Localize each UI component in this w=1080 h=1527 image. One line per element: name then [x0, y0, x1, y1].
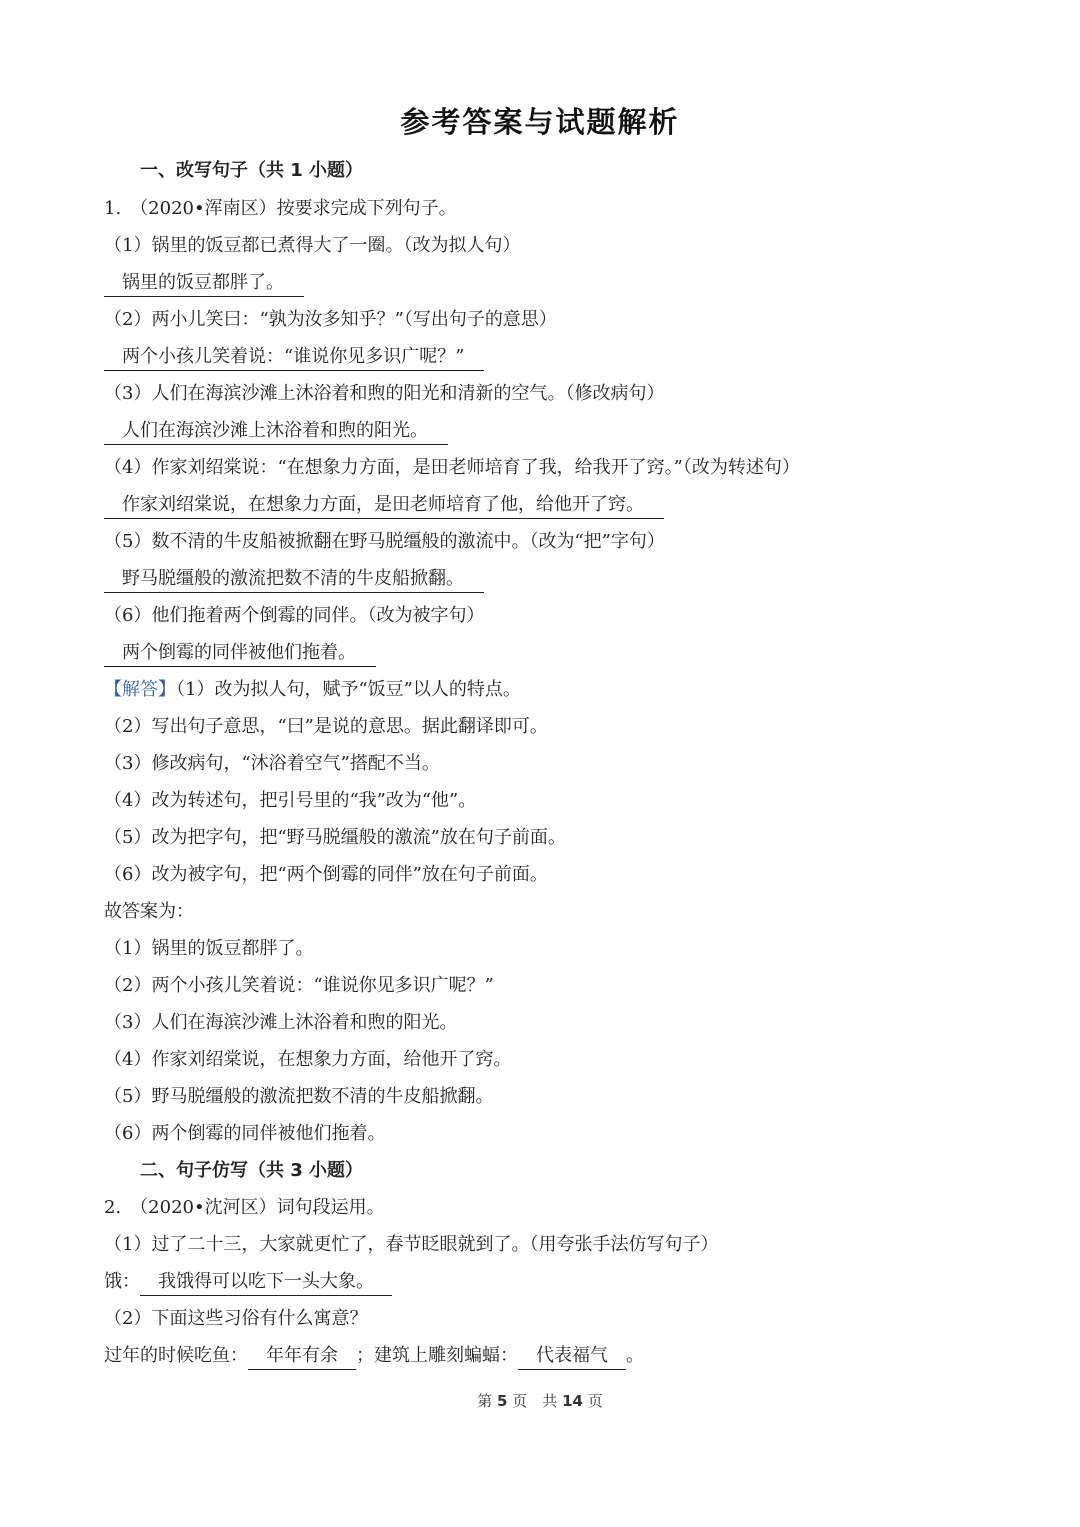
question-1-stem: 1. （2020•浑南区）按要求完成下列句子。	[104, 198, 457, 219]
question-1-part-4: （4）作家刘绍棠说：“在想象力方面，是田老师培育了我，给我开了窍。”（改为转述句）	[104, 457, 800, 478]
answer-end: 。	[626, 1345, 644, 1366]
answer-prefix: 饿：	[104, 1271, 140, 1292]
footer-post: 页	[587, 1392, 603, 1410]
question-2-part-1: （1）过了二十三，大家就更忙了，春节眨眼就到了。（用夸张手法仿写句子）	[104, 1234, 719, 1255]
final-answer-2: （2）两个小孩儿笑着说：“谁说你见多识广呢？”	[104, 975, 494, 996]
footer-mid: 页 共	[512, 1392, 558, 1410]
analysis-line-2: （2）写出句子意思，“曰”是说的意思。据此翻译即可。	[104, 716, 548, 737]
answer-line	[104, 270, 304, 297]
final-answer-5: （5）野马脱缰般的激流把数不清的牛皮船掀翻。	[104, 1086, 494, 1107]
answer-line	[104, 566, 484, 593]
answer-1-1: 锅里的饭豆都胖了。	[104, 270, 304, 297]
answer-middle: ；建筑上雕刻蝙蝠：	[356, 1345, 518, 1366]
page-title: 参考答案与试题解析	[400, 105, 680, 139]
question-2-part-2: （2）下面这些习俗有什么寓意？	[104, 1308, 368, 1329]
final-answer-1: （1）锅里的饭豆都胖了。	[104, 938, 314, 959]
analysis-line-4: （4）改为转述句，把引号里的“我”改为“他”。	[104, 790, 477, 811]
question-1-part-2: （2）两小儿笑曰：“孰为汝多知乎？”（写出句子的意思）	[104, 309, 557, 330]
answer-2-1: 我饿得可以吃下一头大象。	[140, 1269, 392, 1296]
section-heading-imitate: 二、句子仿写（共 3 小题）	[140, 1160, 364, 1181]
analysis-line-3: （3）修改病句，“沐浴着空气”搭配不当。	[104, 753, 440, 774]
answer-line	[104, 1343, 644, 1370]
final-answer-3: （3）人们在海滨沙滩上沐浴着和煦的阳光。	[104, 1012, 458, 1033]
answer-1-3: 人们在海滨沙滩上沐浴着和煦的阳光。	[104, 418, 448, 445]
analysis-tag: 【解答】	[104, 679, 176, 700]
page-total: 14	[562, 1392, 583, 1410]
section-heading-rewrite: 一、改写句子（共 1 小题）	[140, 160, 364, 181]
answer-line	[104, 1269, 392, 1296]
question-1-part-1: （1）锅里的饭豆都已煮得大了一圈。（改为拟人句）	[104, 235, 521, 256]
answer-line	[104, 492, 664, 519]
page-footer	[0, 1390, 1080, 1411]
final-answer-6: （6）两个倒霉的同伴被他们拖着。	[104, 1123, 386, 1144]
answer-prefix: 过年的时候吃鱼：	[104, 1345, 248, 1366]
question-2-stem: 2. （2020•沈河区）词句段运用。	[104, 1197, 385, 1218]
question-1-part-3: （3）人们在海滨沙滩上沐浴着和煦的阳光和清新的空气。（修改病句）	[104, 383, 665, 404]
analysis-line-5: （5）改为把字句，把“野马脱缰般的激流”放在句子前面。	[104, 827, 566, 848]
answer-2-2b: 代表福气	[518, 1343, 626, 1370]
answer-1-2: 两个小孩儿笑着说：“谁说你见多识广呢？”	[104, 344, 484, 371]
analysis-text: （1）改为拟人句，赋予“饭豆”以人的特点。	[176, 679, 521, 700]
answer-1-6: 两个倒霉的同伴被他们拖着。	[104, 640, 376, 667]
final-answer-4: （4）作家刘绍棠说，在想象力方面，给他开了窍。	[104, 1049, 512, 1070]
footer-pre: 第	[477, 1392, 493, 1410]
answer-2-2a: 年年有余	[248, 1343, 356, 1370]
answer-line	[104, 640, 376, 667]
answer-1-4: 作家刘绍棠说，在想象力方面，是田老师培育了他，给他开了窍。	[104, 492, 664, 519]
therefore-label: 故答案为：	[104, 901, 194, 922]
analysis-line-1	[104, 677, 521, 703]
question-1-part-6: （6）他们拖着两个倒霉的同伴。（改为被字句）	[104, 605, 485, 626]
answer-line	[104, 344, 484, 371]
answer-line	[104, 418, 448, 445]
answer-1-5: 野马脱缰般的激流把数不清的牛皮船掀翻。	[104, 566, 484, 593]
page-number: 5	[497, 1392, 508, 1410]
analysis-line-6: （6）改为被字句，把“两个倒霉的同伴”放在句子前面。	[104, 864, 548, 885]
question-1-part-5: （5）数不清的牛皮船被掀翻在野马脱缰般的激流中。（改为“把”字句）	[104, 531, 665, 552]
